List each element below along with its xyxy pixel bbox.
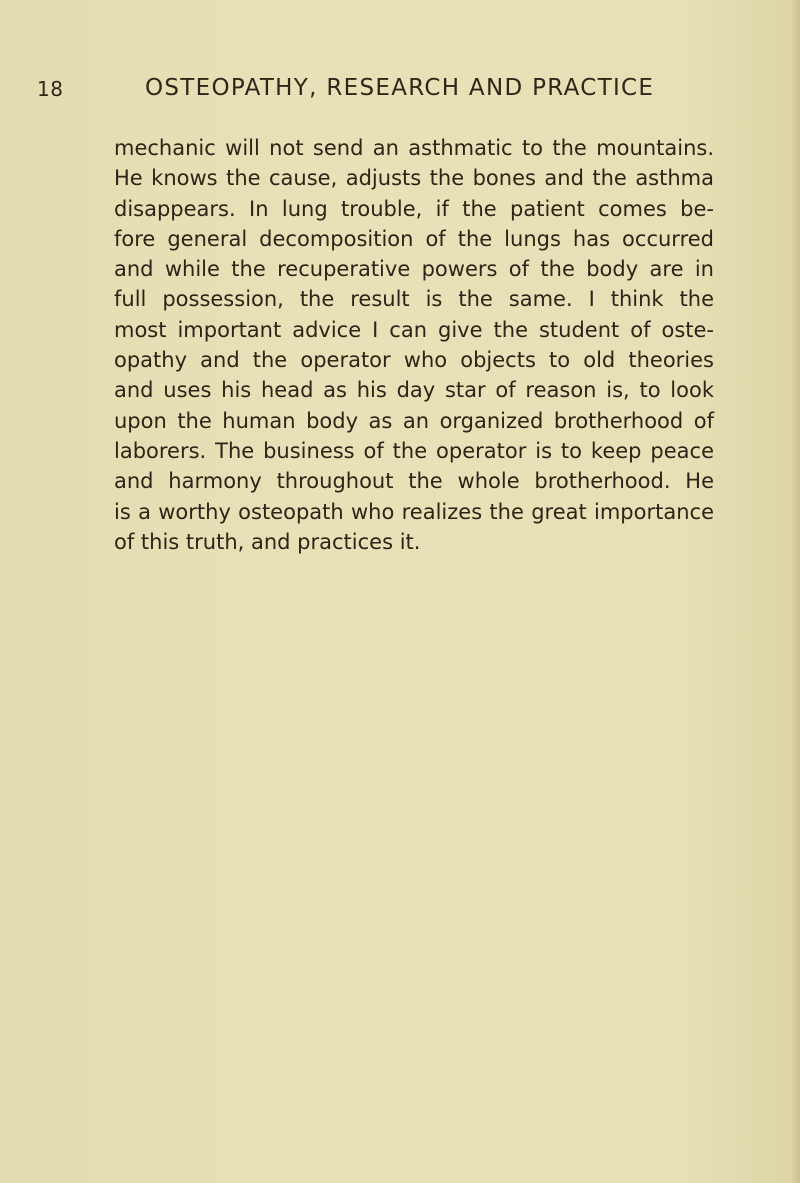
page-header bbox=[0, 77, 800, 107]
text-line: opathy and the operator who objects to old theories bbox=[114, 348, 714, 373]
text-line: mechanic will not send an asthmatic to the mountains. bbox=[114, 136, 714, 160]
running-head: OSTEOPATHY, RESEARCH AND PRACTICE bbox=[145, 75, 655, 101]
page-number: 18 bbox=[37, 77, 64, 101]
page-edge-shadow bbox=[790, 0, 800, 1183]
text-line: fore general decomposition of the lungs has occurred bbox=[114, 226, 714, 251]
text-line: most important advice I can give the student of oste- bbox=[114, 317, 714, 342]
text-line: laborers. The business of the operator is to keep peace bbox=[114, 438, 714, 463]
text-line: and harmony throughout the whole brotherhood. He bbox=[114, 469, 714, 494]
text-line: He knows the cause, adjusts the bones and the asthma bbox=[114, 166, 714, 191]
text-line: upon the human body as an organized brotherhood of bbox=[114, 408, 714, 433]
text-line: and while the recuperative powers of the body are in bbox=[114, 257, 714, 282]
body-paragraph bbox=[114, 133, 714, 557]
text-line: is a worthy osteopath who realizes the great importance bbox=[114, 499, 714, 524]
text-line: disappears. In lung trouble, if the patient comes be- bbox=[114, 196, 714, 221]
text-line: of this truth, and practices it. bbox=[114, 529, 421, 554]
text-line: and uses his head as his day star of reason is, to look bbox=[114, 378, 714, 403]
text-line: full possession, the result is the same. I think the bbox=[114, 287, 714, 312]
